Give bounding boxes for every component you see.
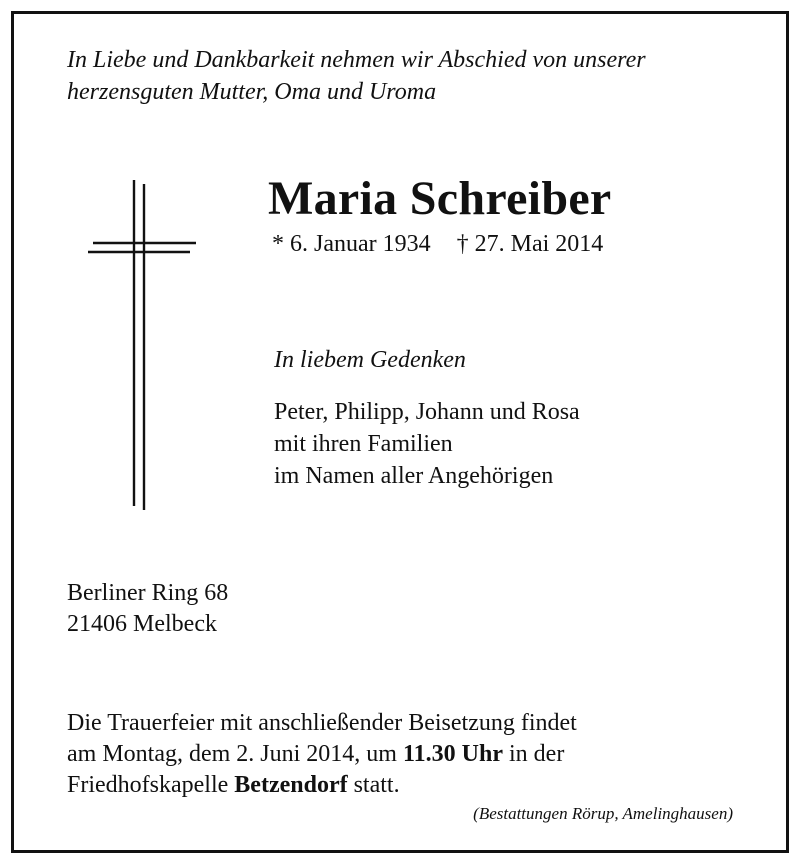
life-dates [272,228,603,260]
intro-line: herzensguten Mutter, Oma und Uroma [67,79,437,105]
intro-text [67,44,757,108]
funeral-line-2-end: in der [503,741,565,767]
funeral-line-3 [67,770,577,801]
funeral-chapel-text: Friedhofskapelle [67,772,235,798]
deceased-name: Maria Schreiber [268,172,612,225]
mourners-line: im Namen aller Angehörigen [274,463,554,489]
undertaker-credit: (Bestattungen Rörup, Amelinghausen) [473,804,733,823]
memory-phrase: In liebem Gedenken [274,347,466,373]
mourners-line: mit ihren Familien [274,431,453,457]
intro-line: In Liebe und Dankbarkeit nehmen wir Abschied von unserer [67,47,646,73]
funeral-line-3-end: statt. [347,772,400,798]
funeral-place: Betzendorf [234,772,348,798]
funeral-line-2 [67,739,577,770]
funeral-details [67,708,577,801]
birth-date: * 6. Januar 1934 [272,231,431,257]
address-city: 21406 Melbeck [67,611,217,637]
address-street: Berliner Ring 68 [67,580,229,606]
address-block [67,578,228,640]
death-date: † 27. Mai 2014 [456,231,604,257]
funeral-time: 11.30 Uhr [402,741,503,767]
cross-icon [86,180,198,510]
funeral-date-text: am Montag, dem 2. Juni 2014, um [67,741,403,767]
mourners-block [274,396,580,492]
mourners-line: Peter, Philipp, Johann und Rosa [274,399,580,425]
funeral-line-1: Die Trauerfeier mit anschließender Beisetzung findet [67,710,577,736]
